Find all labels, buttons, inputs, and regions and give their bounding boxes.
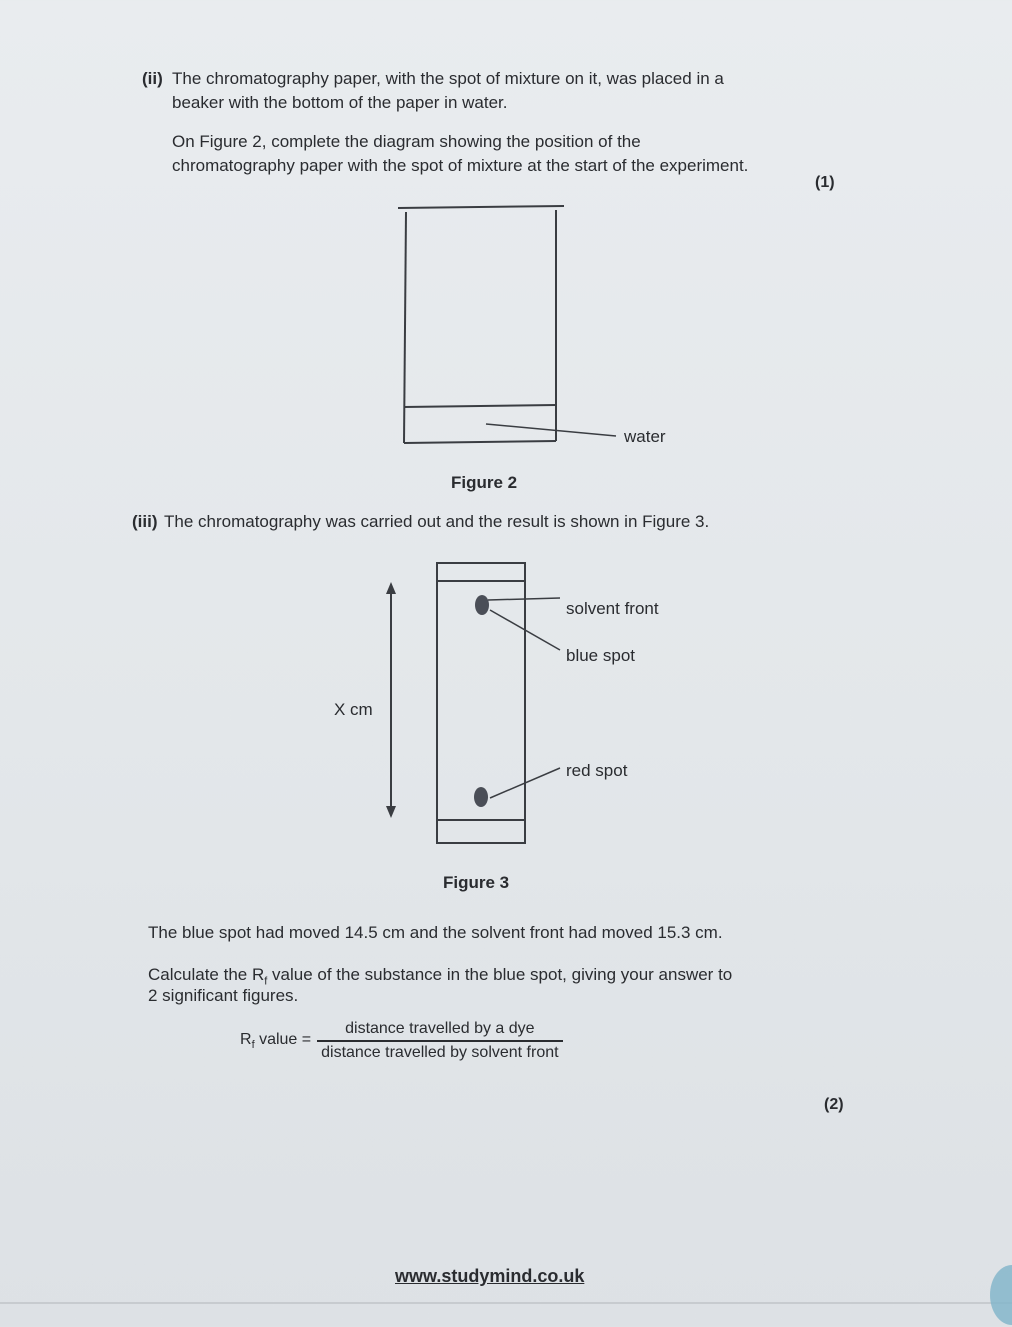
blue-spot	[475, 595, 489, 615]
rf-subscript: f	[251, 1039, 255, 1052]
rf-fraction	[317, 1020, 562, 1062]
question-ii-line1: The chromatography paper, with the spot of mixture on it, was placed in a	[172, 69, 724, 88]
rf-formula	[240, 1020, 563, 1062]
water-leader-line	[486, 424, 616, 436]
rf-symbol: R	[240, 1030, 252, 1048]
footer-divider	[0, 1302, 1012, 1304]
calc-marks: (2)	[824, 1096, 844, 1113]
question-ii-label: (ii)	[142, 69, 163, 88]
distances-statement: The blue spot had moved 14.5 cm and the solvent front had moved 15.3 cm.	[148, 923, 723, 942]
beaker-rim	[398, 206, 564, 208]
solvent-front-leader	[488, 598, 560, 600]
rf-equals: value =	[254, 1030, 312, 1048]
red-spot	[474, 787, 488, 807]
footer-url: www.studymind.co.uk	[395, 1266, 585, 1286]
question-ii-instruction-line2: chromatography paper with the spot of mixture at the start of the experiment.	[172, 156, 749, 175]
rf-numerator: distance travelled by a dye	[317, 1020, 562, 1042]
water-surface-line	[404, 405, 556, 407]
calc-instruction-start: Calculate the R	[148, 965, 265, 984]
solvent-front-label: solvent front	[566, 599, 659, 618]
arrow-up-head	[386, 582, 396, 594]
figure3-caption: Figure 3	[443, 873, 510, 892]
question-ii-instruction-line1: On Figure 2, complete the diagram showing the position of the	[172, 132, 641, 151]
rf-formula-lhs	[240, 1031, 311, 1051]
question-iii-text: The chromatography was carried out and the result is shown in Figure 3.	[164, 512, 710, 531]
calc-instruction-end: value of the substance in the blue spot, giving your answer to	[267, 965, 733, 984]
arrow-down-head	[386, 806, 396, 818]
x-cm-label: X cm	[334, 700, 373, 719]
question-iii-label: (iii)	[132, 512, 158, 531]
blue-spot-label: blue spot	[566, 646, 635, 665]
red-spot-label: red spot	[566, 761, 628, 780]
calc-instruction-line2: 2 significant figures.	[148, 986, 299, 1005]
question-ii-line2: beaker with the bottom of the paper in water.	[172, 93, 508, 112]
figure2-caption: Figure 2	[451, 473, 518, 492]
beaker-base	[404, 441, 556, 443]
beaker-left-wall	[404, 212, 406, 443]
figure2-beaker	[398, 206, 616, 443]
calc-instruction-subscript: f	[264, 975, 268, 988]
water-label: water	[624, 427, 666, 446]
rf-denominator: distance travelled by solvent front	[321, 1044, 559, 1061]
question-ii-marks: (1)	[815, 174, 835, 191]
